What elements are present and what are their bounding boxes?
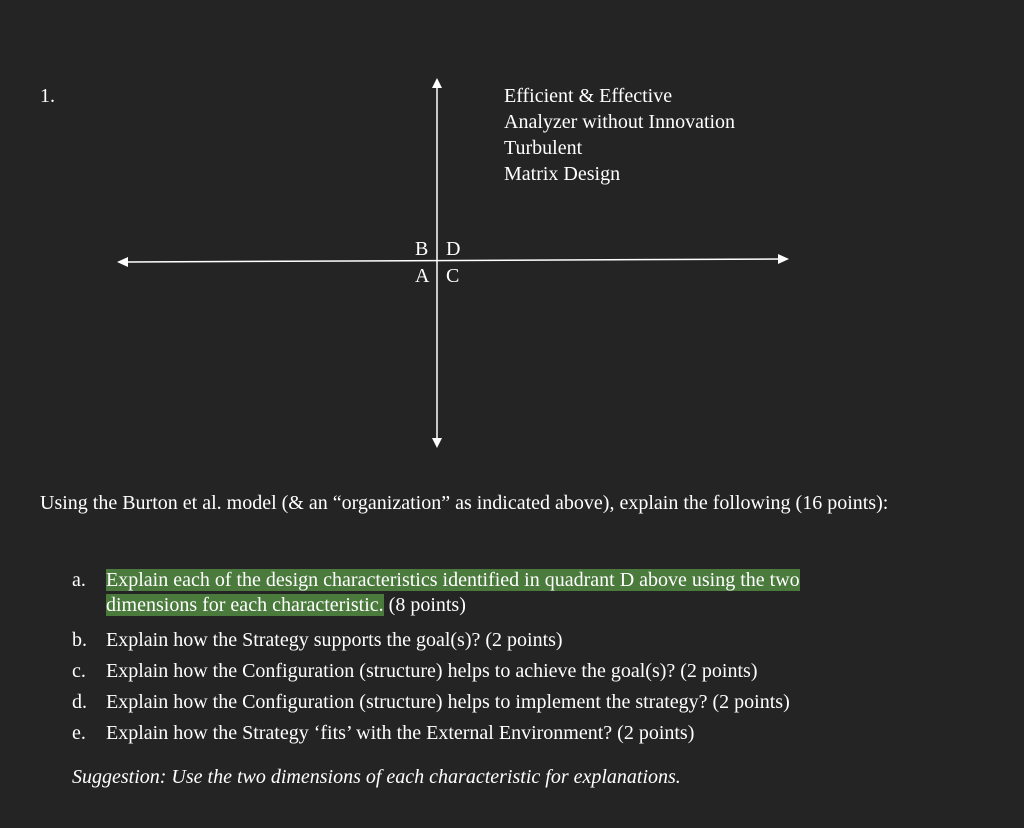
sub-question-b	[72, 628, 892, 659]
quadrant-label-c: C	[446, 265, 460, 287]
right-arrow-icon	[778, 254, 789, 264]
up-arrow-icon	[432, 78, 442, 88]
quadrant-label-d: D	[446, 238, 461, 260]
sub-question-text: Explain how the Strategy supports the goal(s)? (2 points)	[106, 629, 563, 651]
sub-question-c	[72, 659, 892, 690]
characteristic-configuration: Matrix Design	[504, 163, 621, 185]
quadrant-label-a: A	[415, 265, 430, 287]
sub-question-text: Explain how the Configuration (structure) helps to achieve the goal(s)? (2 points)	[106, 660, 758, 682]
sub-question-letter: c.	[72, 660, 86, 682]
characteristic-strategy: Analyzer without Innovation	[504, 111, 736, 133]
sub-question-text: Explain how the Strategy ‘fits’ with the External Environment? (2 points)	[106, 722, 695, 744]
vertical-axis	[432, 78, 442, 448]
sub-question-a	[72, 568, 892, 628]
sub-question-list	[72, 568, 892, 752]
sub-question-letter: a.	[72, 569, 86, 591]
sub-question-e	[72, 721, 892, 752]
quadrant-label-b: B	[415, 238, 429, 260]
question-number: 1.	[40, 85, 55, 107]
sub-question-letter: d.	[72, 691, 87, 713]
down-arrow-icon	[432, 438, 442, 448]
question-intro: Using the Burton et al. model (& an “organization” as indicated above), explain the following (16 points):	[40, 492, 889, 514]
characteristic-goal: Efficient & Effective	[504, 85, 673, 107]
points-text: (8 points)	[383, 594, 466, 616]
characteristic-environment: Turbulent	[504, 137, 583, 159]
highlighted-text: Explain each of the design characteristics identified in quadrant D above using the two dimensions for each characteristic.	[106, 569, 800, 616]
quadrant-d-characteristics	[504, 83, 735, 187]
suggestion-text: Suggestion: Use the two dimensions of each characteristic for explanations.	[72, 766, 681, 788]
left-arrow-icon	[117, 257, 128, 267]
sub-question-text: Explain how the Configuration (structure) helps to implement the strategy? (2 points)	[106, 691, 790, 713]
sub-question-letter: b.	[72, 629, 87, 651]
sub-question-letter: e.	[72, 722, 86, 744]
sub-question-d	[72, 690, 892, 721]
